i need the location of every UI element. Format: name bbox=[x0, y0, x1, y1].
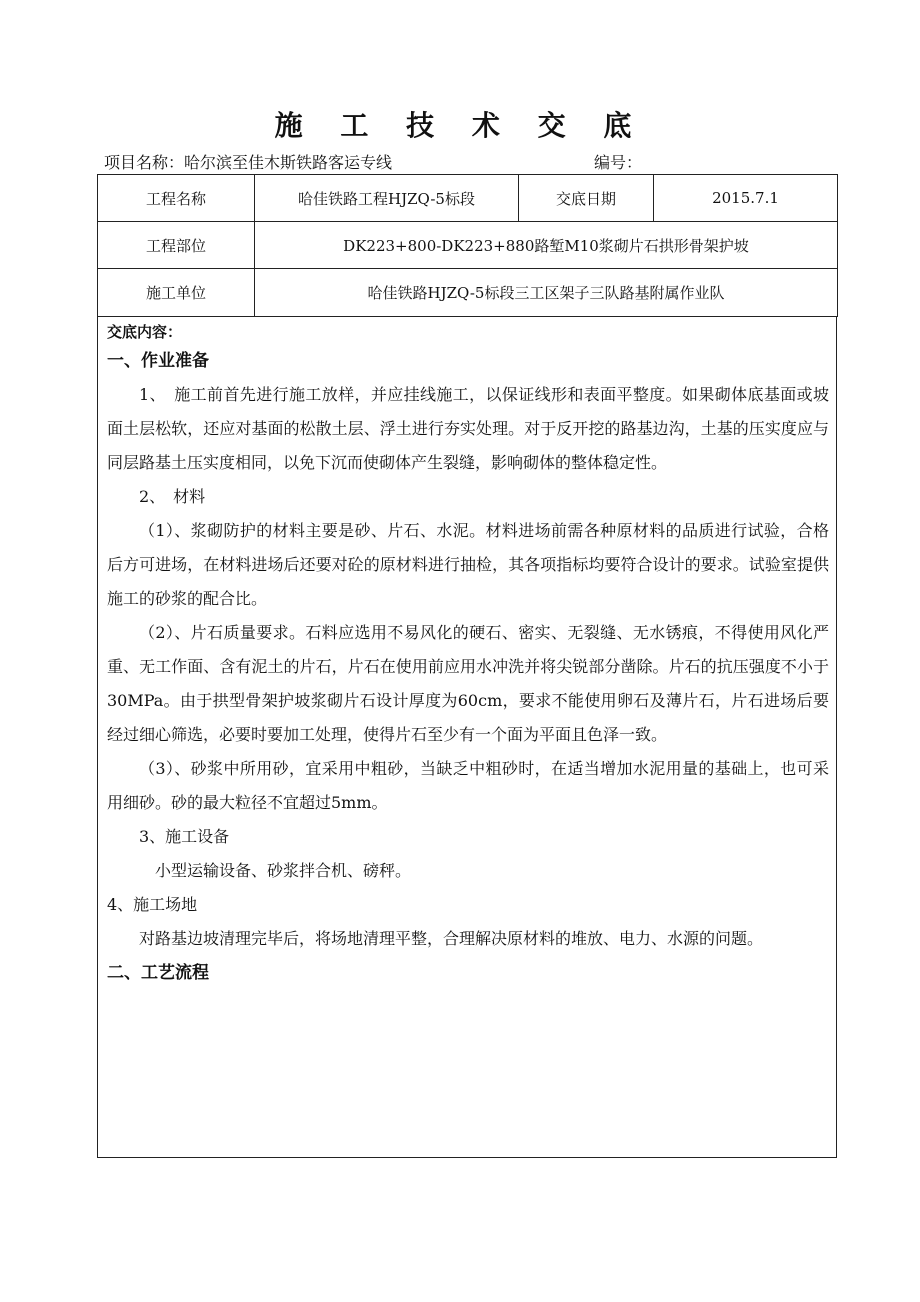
unit-label: 施工单位 bbox=[98, 269, 255, 317]
section-heading-process: 二、工艺流程 bbox=[107, 963, 209, 983]
paragraph-materials-1: （1）、浆砌防护的材料主要是砂、片石、水泥。材料进场前需各种原材料的品质进行试验，合格后方可进场，在材料进场后还要对砼的原材料进行抽检，其各项指标均要符合设计的要求。试验室提供施工的砂浆的配合比。 bbox=[107, 521, 829, 608]
location-label: 工程部位 bbox=[98, 222, 255, 269]
date-value: 2015.7.1 bbox=[654, 175, 838, 222]
project-value: 哈佳铁路工程HJZQ-5标段 bbox=[255, 175, 519, 222]
subheading-equipment: 3、施工设备 bbox=[139, 827, 230, 846]
table-row bbox=[98, 222, 838, 269]
project-name: 项目名称：哈尔滨至佳木斯铁路客运专线 bbox=[104, 153, 393, 172]
paragraph-layout: 1、 施工前首先进行施工放样，并应挂线施工，以保证线形和表面平整度。如果砌体底基面或坡面土层松软，还应对基面的松散土层、浮土进行夯实处理。对于反开挖的路基边沟，土基的压实度应与同层路基土压实度相同，以免下沉而使砌体产生裂缝，影响砌体的整体稳定性。 bbox=[107, 385, 829, 472]
content-box bbox=[97, 316, 837, 1158]
paragraph-equipment: 小型运输设备、砂浆拌合机、磅秤。 bbox=[155, 861, 412, 880]
date-label: 交底日期 bbox=[519, 175, 654, 222]
section-heading-preparation: 一、作业准备 bbox=[107, 351, 209, 371]
content-heading: 交底内容： bbox=[107, 323, 183, 341]
document-meta bbox=[104, 150, 844, 174]
table-row bbox=[98, 175, 838, 222]
unit-value: 哈佳铁路HJZQ-5标段三工区架子三队路基附属作业队 bbox=[255, 269, 838, 317]
subheading-materials: 2、 材料 bbox=[139, 487, 206, 506]
paragraph-materials-3: （3）、砂浆中所用砂，宜采用中粗砂，当缺乏中粗砂时，在适当增加水泥用量的基础上，也可采用细砂。砂的最大粒径不宜超过5mm。 bbox=[107, 759, 829, 812]
info-table bbox=[97, 174, 838, 317]
document-title: 施 工 技 术 交 底 bbox=[274, 109, 646, 142]
paragraph-site: 对路基边坡清理完毕后，将场地清理平整，合理解决原材料的堆放、电力、水源的问题。 bbox=[139, 929, 764, 948]
project-label: 工程名称 bbox=[98, 175, 255, 222]
paragraph-materials-2: （2）、片石质量要求。石料应选用不易风化的硬石、密实、无裂缝、无水锈痕，不得使用风化严重、无工作面、含有泥土的片石，片石在使用前应用水冲洗并将尖锐部分凿除。片石的抗压强度不小于30MPa。由于拱型骨架护坡浆砌片石设计厚度为60cm，要求不能使用卵石及薄片石，片石进场后要经过细心筛选，必要时要加工处理，使得片石至少有一个面为平面且色泽一致。 bbox=[107, 623, 829, 744]
location-value: DK223+800-DK223+880路堑M10浆砌片石拱形骨架护坡 bbox=[255, 222, 838, 269]
table-row bbox=[98, 269, 838, 317]
document-number-label: 编号： bbox=[594, 153, 643, 172]
content-body bbox=[107, 320, 829, 990]
subheading-site: 4、施工场地 bbox=[107, 895, 198, 914]
